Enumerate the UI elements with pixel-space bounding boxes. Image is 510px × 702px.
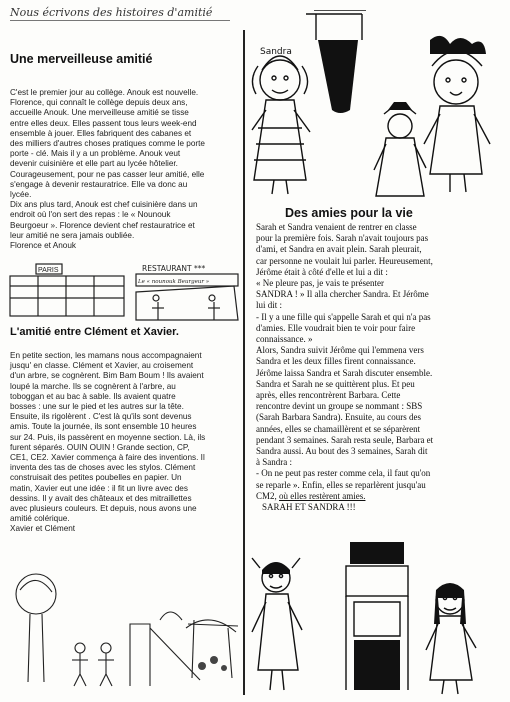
story2-line: Ensuite, ils rigolèrent . C'est là qu'ils sont devenus — [10, 412, 192, 422]
story2-line: construisait des petites poubelles en papier. Un — [10, 473, 182, 483]
story3-line: (Sarah Barbara Sandra). Ensuite, au cours des — [256, 412, 421, 423]
story2-line: CE1, CE2. Xavier commença à faire des inventions. Il — [10, 453, 205, 463]
story1-title: Une merveilleuse amitié — [10, 52, 153, 66]
story2-line: amis. Toute la journée, ils sont ensemble 10 heures — [10, 422, 197, 432]
story3-line: car personne ne voulait lui parler. Heureusement, — [256, 255, 433, 266]
story3-line: d'ami, et Sandra en avait plein. Sarah pleurait, — [256, 244, 422, 255]
story1-line: Courageusement, pour ne pas casser leur amitié, elle — [10, 169, 205, 179]
story3-line: lui dit : — [256, 300, 283, 311]
story3-line: pour la première fois. Sarah n'avait toujours pas — [256, 233, 429, 244]
story1-line: devenir cuisinière et elle part au lycée hôtelier. — [10, 159, 178, 169]
story3-line: Jérôme laissa Sandra et Sarah discuter ensemble. — [256, 367, 433, 378]
story1-line: des milliers d'autres choses pratiques comme le porte — [10, 139, 205, 149]
story2-line: avec plusieurs couleurs. Et depuis, nous avons une — [10, 504, 197, 514]
paris-sign: PARIS — [38, 267, 59, 274]
story3-line: Jérôme était à côté d'elle et lui a dit : — [256, 266, 388, 277]
story1-line: endroit où l'on sert des repas : le « Nounouk — [10, 210, 171, 220]
story1-line: porte - clé. Mais il y a un problème. Anouk veut — [10, 149, 181, 159]
story2-line: inventa des tas de choses avec les stylos. Clément — [10, 463, 196, 473]
story1-line: Beurgoeur ». Florence devient chef restauratrice et — [10, 220, 195, 230]
story3-line-final-a: CM2, — [256, 490, 280, 501]
story3-line: Sandra et Sarah ne se quittèrent plus. Et peu — [256, 378, 415, 389]
story2-signature: Xavier et Clément — [10, 524, 76, 534]
story3-signature: SARAH ET SANDRA !!! — [262, 502, 356, 513]
story3-line: connaissance. » — [256, 334, 313, 345]
story1-signature: Florence et Anouk — [10, 241, 76, 251]
story2-body — [10, 351, 240, 535]
story3-line: à Sandra : — [256, 457, 292, 468]
story3-line-final-underlined: où elles restèrent amies. — [279, 490, 366, 501]
story1-body — [10, 88, 240, 251]
story2-line: amitié colérique. — [10, 514, 70, 524]
story3-line: pendant 3 semaines. Sarah resta seule, Barbara et — [256, 434, 434, 445]
story3-line-final — [256, 491, 502, 502]
story1-line: ensemble à jouer. Elles fabriquent des cabanes et — [10, 128, 192, 138]
story3-line: Sarah et Sandra venaient de rentrer en classe — [256, 222, 417, 232]
story2-line: sur 24. Puis, ils passèrent en moyenne section. Là, ils — [10, 432, 206, 442]
story3-line: rencontre devint un groupe se nommant : SBS — [256, 401, 423, 412]
story3-line: Sandra aussi. Au bout des 3 semaines, Sarah dit — [256, 446, 428, 457]
story1-line: s'engage à devenir restauratrice. Elle va donc au — [10, 179, 188, 189]
story2-line: matin, Xavier eut une idée : il fit un livre avec des — [10, 483, 188, 493]
playground-drawing — [10, 540, 242, 698]
story1-line: accueille Anouk. Une merveilleuse amitié se tisse — [10, 108, 189, 118]
story3-line: Alors, Sandra suivit Jérôme qui l'emmena vers — [256, 345, 424, 356]
story3-line: SANDRA ! » Il alla chercher Sandra. Et Jérôme — [256, 289, 429, 300]
story2-line: jusqu' en classe. Clément et Xavier, au croisement — [10, 361, 194, 371]
story3-title: Des amies pour la vie — [285, 206, 413, 220]
story3-body — [256, 222, 502, 513]
story1-line: Florence, qui connaît le collège depuis deux ans, — [10, 98, 188, 108]
story3-line: Sandra et les deux filles firent connaissance. — [256, 356, 416, 367]
column-divider — [243, 30, 245, 695]
header-rule — [10, 20, 230, 21]
story1-line: C'est le premier jour au collège. Anouk est nouvelle. — [10, 88, 199, 97]
restaurant-sign: RESTAURANT *** — [142, 264, 206, 273]
paris-restaurant-drawing — [8, 262, 244, 324]
story3-line: d'amies. Elle voudrait bien te voir pour faire — [256, 322, 416, 333]
story3-line: années, elles se chamaillèrent et se séparèrent — [256, 423, 421, 434]
story1-line: entre elles deux. Elles passent tous leurs week-end — [10, 118, 197, 128]
story1-line: Dix ans plus tard, Anouk est chef cuisinière dans un — [10, 200, 198, 210]
story1-line: lycée. — [10, 190, 32, 200]
story2-line: d'un arbre, se cognèrent. Bim Bam Boum ! Ils avaient — [10, 371, 204, 381]
story3-line: « Ne pleure pas, je vais te présenter — [256, 278, 384, 289]
story3-line: - Il y a une fille qui s'appelle Sarah et qui n'a pas — [256, 311, 431, 322]
story2-line: bosses : une sur le pied et les autres sur la tête. — [10, 402, 184, 412]
story2-line: toboggan et au bac à sable. Ils avaient quatre — [10, 391, 176, 401]
story3-line: - On ne peut pas rester comme cela, il faut qu'on — [256, 468, 431, 479]
friends-drawing — [246, 10, 508, 202]
story2-title: L'amitié entre Clément et Xavier. — [10, 326, 179, 338]
story3-line: se reparle ». Enfin, elles se reparlèrent jusqu'au — [256, 479, 426, 490]
sandra-label: Sandra — [260, 47, 292, 57]
page-header: Nous écrivons des histoires d'amitié — [10, 6, 213, 19]
story2-line: dessins. Il y avait des châteaux et des mitraillettes — [10, 493, 192, 503]
girls-drawing — [250, 540, 506, 698]
story3-line: après, elles rencontrèrent Barbara. Cette — [256, 390, 401, 401]
story2-line: En petite section, les mamans nous accompagnaient — [10, 351, 202, 360]
story2-line: furent séparés. OUIN OUIN ! Grande section, CP, — [10, 442, 190, 452]
restaurant-name-sign: Le « nounouk Beurgeur » — [138, 279, 210, 285]
story2-line: loupé la marche. Ils se cognèrent à l'arbre, au — [10, 381, 176, 391]
story1-line: leur amitié ne sera jamais oubliée. — [10, 230, 135, 240]
